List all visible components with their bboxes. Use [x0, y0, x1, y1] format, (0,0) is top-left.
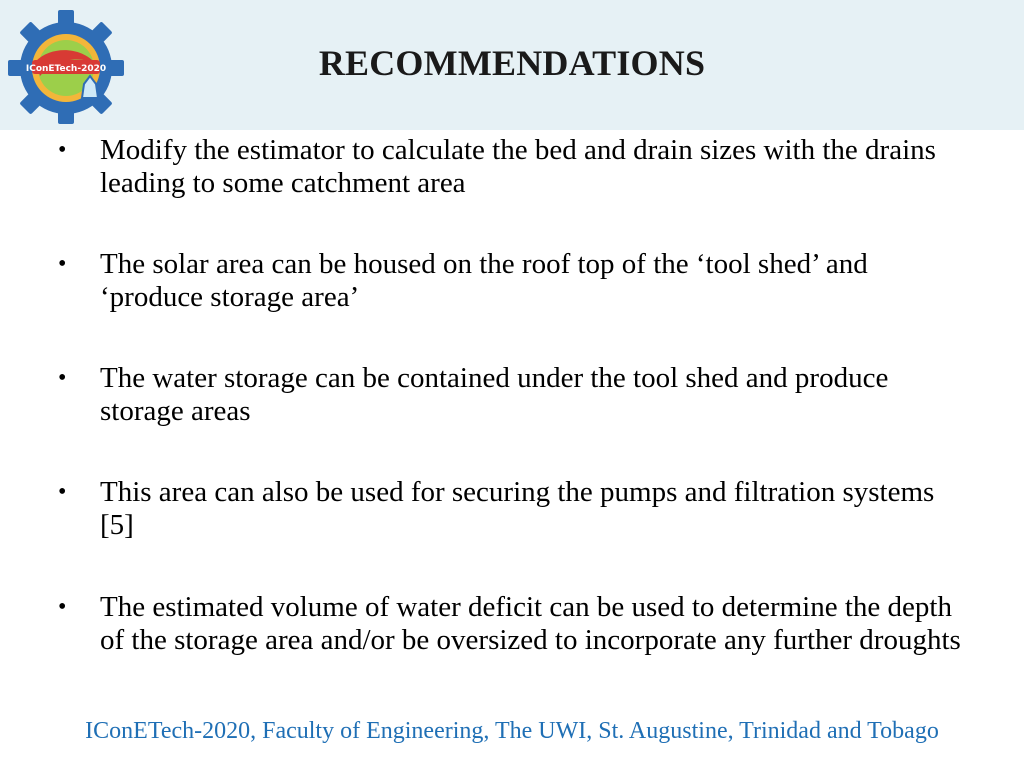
- bullet-text: The water storage can be contained under the tool shed and produce storage areas: [100, 362, 889, 427]
- slide-title: RECOMMENDATIONS: [318, 43, 706, 83]
- list-item: [58, 134, 968, 200]
- bullet-dot-icon: •: [58, 594, 67, 620]
- list-item: [58, 476, 968, 542]
- bullet-text: This area can also be used for securing the pumps and filtration systems [5]: [100, 476, 935, 541]
- bullet-dot-icon: •: [58, 137, 67, 163]
- bullet-dot-icon: •: [58, 251, 67, 277]
- bullet-dot-icon: •: [58, 365, 67, 391]
- bullet-text: The solar area can be housed on the roof top of the ‘tool shed’ and ‘produce storage area’: [100, 248, 868, 313]
- bullet-text: The estimated volume of water deficit can be used to determine the depth of the storage area and/or be oversized to incorporate any further droughts: [100, 591, 961, 656]
- list-item: [58, 248, 968, 314]
- bullet-text: Modify the estimator to calculate the bed and drain sizes with the drains leading to some catchment area: [100, 134, 936, 199]
- logo-text: IConETech-2020: [25, 64, 107, 74]
- footer-text: IConETech-2020, Faculty of Engineering, The UWI, St. Augustine, Trinidad and Tobago: [85, 718, 939, 744]
- bullet-dot-icon: •: [58, 479, 67, 505]
- list-item: [58, 362, 968, 428]
- list-item: [58, 591, 968, 657]
- header-band: [0, 0, 1024, 130]
